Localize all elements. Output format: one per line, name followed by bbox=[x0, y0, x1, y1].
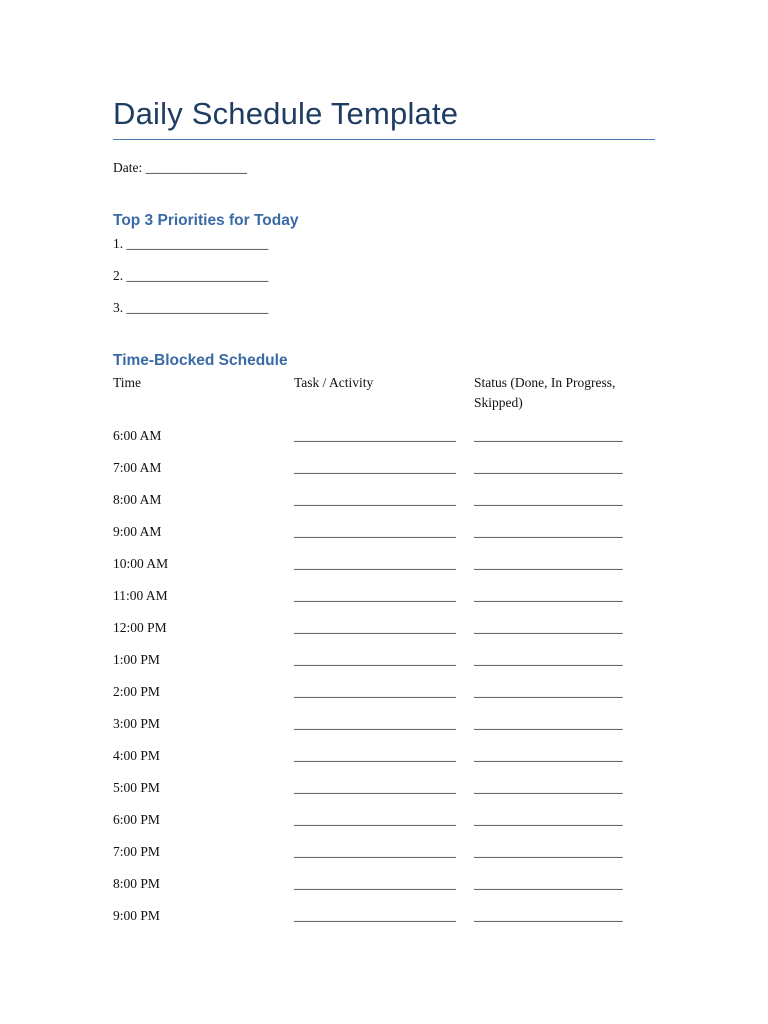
status-blank: ______________________ bbox=[474, 460, 623, 475]
schedule-time: 7:00 AM bbox=[113, 460, 162, 475]
schedule-row bbox=[113, 427, 655, 447]
schedule-row bbox=[113, 683, 655, 703]
schedule-time: 9:00 PM bbox=[113, 908, 160, 923]
schedule-row bbox=[113, 651, 655, 671]
column-header-status: Status (Done, In Progress, Skipped) bbox=[474, 375, 616, 410]
schedule-row bbox=[113, 619, 655, 639]
schedule-heading: Time-Blocked Schedule bbox=[113, 352, 288, 369]
column-header-task: Task / Activity bbox=[294, 375, 374, 390]
schedule-time: 2:00 PM bbox=[113, 684, 160, 699]
priority-item-3: 3. _____________________ bbox=[113, 300, 269, 315]
schedule-time: 5:00 PM bbox=[113, 780, 160, 795]
schedule-row bbox=[113, 843, 655, 863]
schedule-row bbox=[113, 587, 655, 607]
task-blank: ________________________ bbox=[294, 908, 456, 923]
status-blank: ______________________ bbox=[474, 876, 623, 891]
date-field: Date: _______________ bbox=[113, 160, 247, 175]
task-blank: ________________________ bbox=[294, 684, 456, 699]
status-blank: ______________________ bbox=[474, 812, 623, 827]
title-divider bbox=[113, 139, 655, 140]
status-blank: ______________________ bbox=[474, 620, 623, 635]
schedule-time: 6:00 AM bbox=[113, 428, 162, 443]
status-blank: ______________________ bbox=[474, 428, 623, 443]
status-blank: ______________________ bbox=[474, 556, 623, 571]
schedule-time: 7:00 PM bbox=[113, 844, 160, 859]
task-blank: ________________________ bbox=[294, 780, 456, 795]
task-blank: ________________________ bbox=[294, 812, 456, 827]
schedule-time: 12:00 PM bbox=[113, 620, 167, 635]
task-blank: ________________________ bbox=[294, 748, 456, 763]
schedule-time: 10:00 AM bbox=[113, 556, 169, 571]
status-blank: ______________________ bbox=[474, 780, 623, 795]
schedule-time: 6:00 PM bbox=[113, 812, 160, 827]
priorities-heading: Top 3 Priorities for Today bbox=[113, 212, 299, 229]
status-blank: ______________________ bbox=[474, 524, 623, 539]
schedule-time: 4:00 PM bbox=[113, 748, 160, 763]
schedule-time: 9:00 AM bbox=[113, 524, 162, 539]
schedule-row bbox=[113, 555, 655, 575]
status-blank: ______________________ bbox=[474, 748, 623, 763]
schedule-time: 8:00 AM bbox=[113, 492, 162, 507]
task-blank: ________________________ bbox=[294, 588, 456, 603]
schedule-row bbox=[113, 907, 655, 927]
schedule-time: 11:00 AM bbox=[113, 588, 168, 603]
schedule-time: 1:00 PM bbox=[113, 652, 160, 667]
task-blank: ________________________ bbox=[294, 620, 456, 635]
page-title: Daily Schedule Template bbox=[113, 96, 459, 131]
task-blank: ________________________ bbox=[294, 460, 456, 475]
status-blank: ______________________ bbox=[474, 588, 623, 603]
schedule-row bbox=[113, 491, 655, 511]
priority-item-1: 1. _____________________ bbox=[113, 236, 269, 251]
schedule-row bbox=[113, 459, 655, 479]
task-blank: ________________________ bbox=[294, 652, 456, 667]
schedule-row bbox=[113, 715, 655, 735]
status-blank: ______________________ bbox=[474, 492, 623, 507]
schedule-row bbox=[113, 523, 655, 543]
task-blank: ________________________ bbox=[294, 844, 456, 859]
schedule-row bbox=[113, 747, 655, 767]
status-blank: ______________________ bbox=[474, 716, 623, 731]
status-blank: ______________________ bbox=[474, 684, 623, 699]
schedule-time: 3:00 PM bbox=[113, 716, 160, 731]
schedule-row bbox=[113, 875, 655, 895]
task-blank: ________________________ bbox=[294, 492, 456, 507]
column-header-time: Time bbox=[113, 375, 142, 390]
schedule-time: 8:00 PM bbox=[113, 876, 160, 891]
priority-item-2: 2. _____________________ bbox=[113, 268, 269, 283]
schedule-row bbox=[113, 779, 655, 799]
task-blank: ________________________ bbox=[294, 556, 456, 571]
task-blank: ________________________ bbox=[294, 876, 456, 891]
status-blank: ______________________ bbox=[474, 844, 623, 859]
task-blank: ________________________ bbox=[294, 524, 456, 539]
task-blank: ________________________ bbox=[294, 716, 456, 731]
task-blank: ________________________ bbox=[294, 428, 456, 443]
schedule-row bbox=[113, 811, 655, 831]
status-blank: ______________________ bbox=[474, 652, 623, 667]
status-blank: ______________________ bbox=[474, 908, 623, 923]
